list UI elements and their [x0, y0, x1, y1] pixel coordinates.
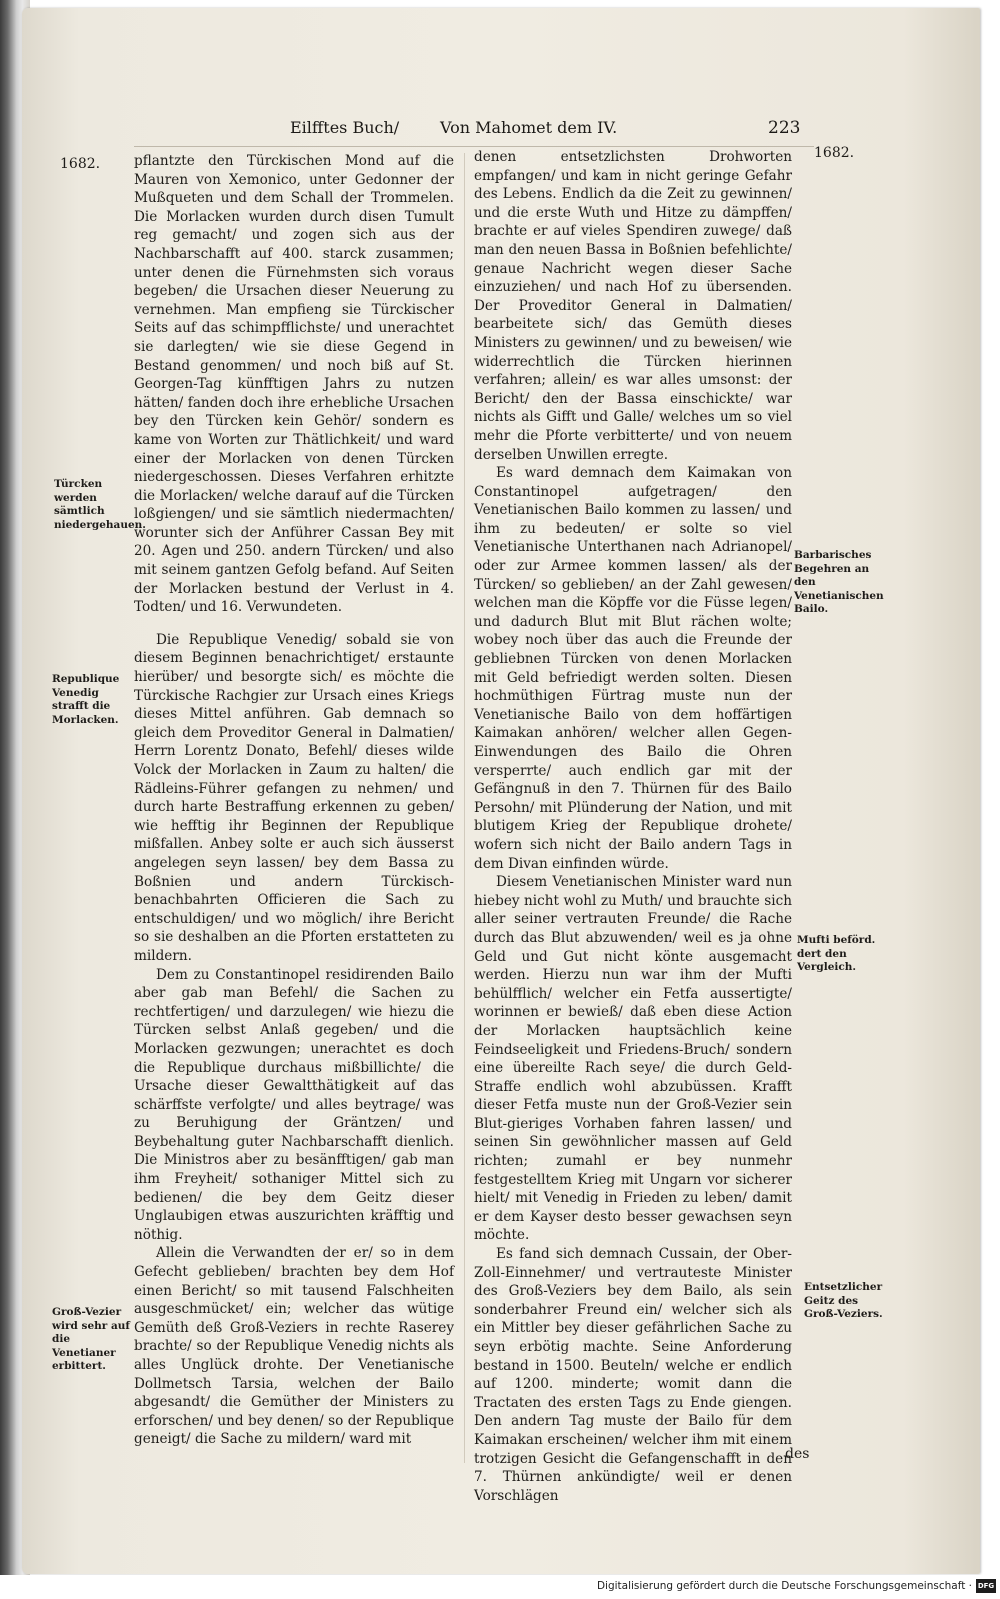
- right-text-column: [474, 148, 792, 1505]
- catchword: des: [785, 1446, 810, 1462]
- marginal-note: Barbarisches Begehren an den Venetianischen Bailo.: [794, 549, 884, 615]
- digitization-footer: [0, 1575, 1000, 1599]
- marginal-note: Entsetzlicher Geitz des Groß-Veziers.: [804, 1281, 883, 1320]
- paragraph: Die Republique Venedig/ sobald sie von diesem Beginnen benachrichtiget/ erstaunte hierüber/ und besorgte sich/ es möchte die Türckische Rachgier zur Ursach eines Kriegs dieses Mittel anführen. Gab demnach so gleich dem Proveditor General in Dalmatien/ Herrn Lorentz Donato, Befehl/ dieses wilde Volck der Morlacken in Zaum zu halten/ die Rädleins-Führer gefangen zu nehmen/ und durch harte Bestraffung erkennen zu geben/ wie hefftig ihr Beginnen der Republique mißfallen. Anbey solte er auch sich äusserst angelegen seyn lassen/ bey dem Bassa zu Boßnien und andern Türckisch-benachbahrten Officieren die Sach zu entschuldigen/ und wo möglich/ ihre Bericht so sie deshalben an die Pforten erstatteten zu mildern.: [134, 631, 454, 964]
- paragraph: pflantzte den Türckischen Mond auf die Mauren von Xemonico, unter Gedonner der Mußqueten und dem Schall der Trommelen. Die Morlacken wurden durch disen Tumult reg gemacht/ und zogen sich aus der Nachbarschafft auf 400. starck zusammen; unter denen die Fürnehmsten sich voraus begeben/ die Ursachen dieser Neuerung zu vernehmen. Man empfieng sie Türckischer Seits auf das schimpfflichste/ und unerachtet sie darlegten/ wie sie diese Gegend in Bestand genommen/ und noch biß auf St. Georgen-Tag künfftigen Jahrs zu nutzen hätten/ fanden doch ihre erhebliche Ursachen bey den Türcken kein Gehör/ sondern es kame von Worten zur Thätlichkeit/ und ward einer der Morlacken von denen Türcken niedergeschossen. Dieses Verfahren erhitzte die Morlacken/ welche darauf auf die Türcken loßgiengen/ und sie sämtlich niedermachten/ worunter sich der Anführer Cassan Bey mit 20. Agen und 250. andern Türcken/ und also mit seinem gantzen Gefolg befand. Auf Seiten der Morlacken bestund der Verlust in 4. Todten/ und 16. Verwundeten.: [134, 153, 454, 616]
- paragraph: Es fand sich demnach Cussain, der Ober-Zoll-Einnehmer/ und vertrauteste Minister des Groß-Veziers bey dem Bailo, als sein sonderbahrer Freund ein/ welcher sich als ein Mittler bey dieser gefährlichen Sache zu seyn erbötig machte. Seine Anforderung bestand in 1500. Beuteln/ welche er endlich auf 1200. minderte; womit dann die Tractaten des ersten Tags zu Ende giengen. Den andern Tag muste der Bailo für dem Kaimakan erscheinen/ welcher ihm mit einem trotzigen Gesicht die Gefangenschafft in den 7. Thürnen ankündigte/ weil er denen Vorschlägen: [474, 1246, 792, 1504]
- paragraph: Diesem Venetianischen Minister ward nun hiebey nicht wohl zu Muth/ und brauchte sich aller seiner vertrauten Freunde/ die Rache durch das Blut abzuwenden/ weil es ja ohne Geld und Gut nicht könte ausgemacht werden. Hierzu nun war ihm der Mufti behülfflich/ welcher ein Fetfa aussertigte/ worinnen er bewieß/ daß eben diese Action der Morlacken hauptsächlich keine Feindseeligkeit und Friedens-Bruch/ sondern eine übereilte Rach seye/ die durch Geld-Straffe endlich wohl abzubüssen. Krafft dieser Fetfa muste nun der Groß-Vezier sein Blut-gieriges Vorhaben fahren lassen/ und seinen Sin gewöhnlicher massen auf Geld richten; zumahl er bey nunmehr festgestelltem Krieg mit Ungarn vor sicherer hielt/ mit Venedig in Frieden zu leben/ damit er dem Kayser desto besser gewachsen seyn möchte.: [474, 874, 792, 1244]
- paragraph: Dem zu Constantinopel residirenden Bailo aber gab man Befehl/ die Sachen zu rechtfertigen/ und darzulegen/ wie hiezu die Türcken selbst Anlaß gegeben/ und die Morlacken gezwungen; unerachtet es doch die Republique durchaus mißbillichte/ die Ursache dieser Gewaltthätigkeit auf das schärffste verfolgte/ und alles beytrage/ was zu Beruhigung der Gräntzen/ und Beybehaltung guter Nachbarschafft dienlich. Die Ministros aber zu besänfftigen/ gab man ihm Freyheit/ sothaniger Mittel sich zu bedienen/ die bey dem Geitz dieser Unglaubigen etwas auszurichten kräfftig und nöthig.: [134, 966, 454, 1243]
- running-head-title: Von Mahomet dem IV.: [440, 118, 618, 137]
- header-rule: [134, 146, 814, 147]
- marginal-note: Mufti beförd. dert den Vergleich.: [797, 934, 876, 973]
- year-left: 1682.: [60, 156, 101, 172]
- left-text-column: [134, 152, 454, 1449]
- dfg-logo-icon: DFG: [976, 1579, 996, 1593]
- marginal-note: Republique Venedig strafft die Morlacken.: [52, 673, 120, 726]
- year-right: 1682.: [814, 145, 855, 161]
- bleed-through-stamp: [841, 1218, 931, 1274]
- running-head-book: Eilfftes Buch/: [290, 118, 400, 137]
- book-page: [22, 8, 980, 1574]
- paragraph: Allein die Verwandten der er/ so in dem Gefecht geblieben/ brachten bey dem Hof einen Bericht/ so mit tausend Falschheiten ausgeschmücket/ ein; welcher das wütige Gemüth deß Groß-Veziers in rechte Raserey brachte/ so der Republique Venedig nichts als alles Unglück drohte. Der Venetianische Dollmetsch Tarsia, welchen der Bailo abgesandt/ die Gemüther der Ministers zu erforschen/ und bey denen/ so der Republique geneigt/ die Sache zu mildern/ ward mit: [134, 1245, 454, 1448]
- paragraph: denen entsetzlichsten Drohworten empfangen/ und kam in nicht geringe Gefahr des Lebens. Endlich da die Zeit zu gewinnen/ und die erste Wuth und Hitze zu dämpffen/ brachte er auf vieles Spendiren zuwege/ daß man den neuen Bassa in Boßnien befehlichte/ genaue Nachricht wegen dieser Sache einzuziehen/ und nach Hof zu übersenden. Der Proveditor General in Dalmatien/ bearbeitete sich/ das Gemüth dieses Ministers zu gewinnen/ und zu beweisen/ wie widerrechtlich die Türcken hierinnen verfahren; allein/ es war alles umsonst: der Bericht/ den der Bassa einschickte/ war nichts als Gifft und Galle/ welches um so viel mehr die Pforte verbitterte/ und von neuem derselben Unwillen erregte.: [474, 149, 792, 463]
- page-number: 223: [768, 118, 801, 138]
- marginal-note: Groß-Vezier wird sehr auf die Venetianer erbittert.: [52, 1306, 130, 1372]
- left-page-edge: [22, 158, 42, 558]
- footer-credit: Digitalisierung gefördert durch die Deutsche Forschungsgemeinschaft ·: [596, 1580, 972, 1592]
- paragraph: Es ward demnach dem Kaimakan von Constantinopel aufgetragen/ den Venetianischen Bailo kommen zu lassen/ und ihm zu bedeuten/ er solte so viel Venetianische Unterthanen nach Adrianopel/ oder zur Armee kommen lassen/ als der Türcken/ so geblieben/ an der Zahl gewesen/ welchen man die Köpffe vor die Füsse legen/ und dadurch Blut mit Blut rächen wolte; wobey noch über das auch die Freunde der gebliebnen Türcken von denen Morlacken mit Geld befriedigt werden solten. Diesen hochmüthigen Fürtrag muste nun der Venetianische Bailo von dem hoffärtigen Kaimakan anhören/ welcher allen Gegen-Einwendungen des Bailo die Ohren versperrte/ auch endlich gar mit der Gefängnuß in den 7. Thürnen für des Bailo Persohn/ mit Plünderung der Nation, und mit blutigem Krieg der Republique drohete/ wofern sich nicht der Bailo andern Tags in dem Divan einfinden würde.: [474, 465, 792, 872]
- column-divider: [464, 153, 465, 1463]
- marginal-note: Türcken werden sämtlich niedergehauen.: [54, 478, 146, 531]
